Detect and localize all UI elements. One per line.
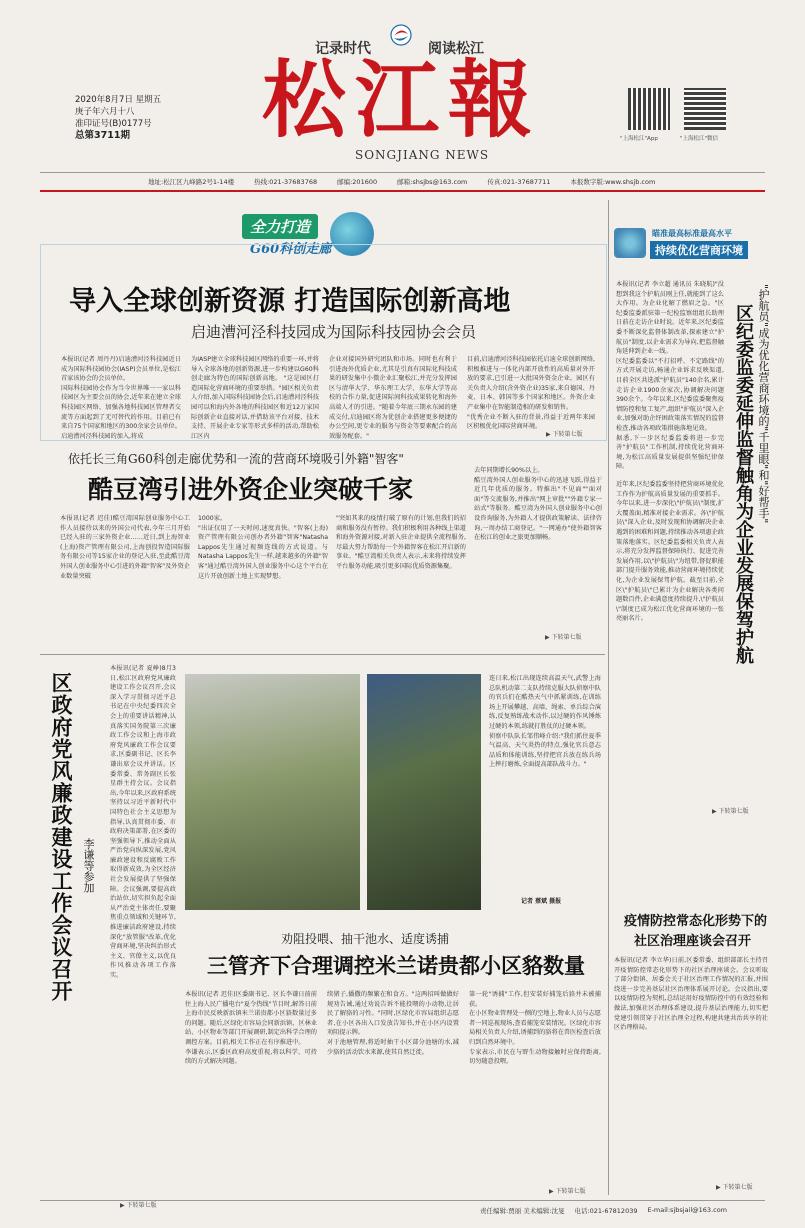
lead-col-2: 为IASP建立全球科技园区网络的重要一环,并将导入全球各地的创新资源,进一步构建以G60科创走廊为特色的国际创新高地。 "这是园区打造国际化营商环境的重要举措。"园区相关负责人介绍,加入国际科技园协会后,启迪漕河泾科技园可以和海内外各地的科技园区和近12万家国际创新企业直接对话,并借助该平台对接、技术支持、开展企业专家等形式多样的活动,帮助松江区内 [191, 356, 319, 440]
banner-env-line2: 持续优化营商环境 [650, 241, 748, 259]
anticorrupt-headline: 区政府党风廉政建设工作会议召开 [49, 672, 74, 1002]
supervisor-subhead: "护航员"成为优化营商环境的"千里眼"和"好帮手" [757, 284, 770, 524]
qr-wechat-label: "上海松江"微信 [680, 136, 719, 142]
canal-tail: ▶ 下转第七版 [549, 1188, 586, 1195]
qr-app-label: "上海松江"App [620, 136, 658, 142]
dna-icon [614, 228, 646, 258]
masthead [0, 0, 805, 186]
supervisor-text-top: 本报讯(记者 李立超 通讯员 朱晓航)"没想到我这个护航员刚上任,就能到了这么大作用。为企业化解了燃眉之急。"区纪委监委派驻第一纪检监察组组长助理日前在走访企业时说。近年来,区纪委监委不断深化监督体制改革,探索建立"护航员"制度,以企业需求为导向,把监督触角延伸到企业一线。 区纪委监委以"不打招呼、不定路线"的方式开展走访,畅通企业诉求反映渠道,目前全区共选派"护航员"140余名,累计走访企业1900余家次,协调解决问题390余个。今年以来,区纪委监委聚焦疫情防控和复工复产,组织"护航员"深入企业,加强对助企纾困政策落实情况的监督检查,推动各项政策措施落地见效。 据悉,下一步区纪委监委将进一步完善"护航员"工作机制,持续优化营商环境,为松江高质量发展提供坚强纪律保障。 [616, 281, 724, 471]
qr-wechat [684, 88, 726, 130]
canal-col-3: 第一轮"诱捕"工作,但安装好捕笼后貉并未被捕获。 在小区物业管理处一侧的空地上,物业人员与志愿者一同巡视现场,查看捕笼安装情况。区绿化市容局相关负责人介绍,诱捕到的貉将在兽医检查后放归到自然环境中。 专家表示,市民在与野生动物接触时应保持距离,切勿随意投喂。 [469, 991, 601, 1066]
banner-env [614, 226, 769, 262]
title-char: 報 [447, 50, 532, 149]
info-hotline: 热线:021-37683768 [254, 178, 318, 186]
column-divider [608, 200, 609, 1195]
info-email: 邮箱:shsjbs@163.com [397, 178, 468, 186]
photo-caption: 连日来,松江出现连续高温天气,武警上海总队机动第二支队持续克服大队侦察中队的官兵们在酷热天气中抓紧训练,在训练场上开展攀越、高墙、绳索、单兵综合演练,反复熟练战术动作,以过硬的作风锤炼过硬的本领,练就打胜仗的过硬本领。 侦察中队队长邹伟峰介绍:"我们抓住夏季气温高、天气炎热的特点,强化官兵意志品质和体能训练,坚持把官兵放在练兵场上摔打磨炼,全面提高部队战斗力。" [489, 675, 601, 769]
epidemic-text: 本报讯(记者 李立华)日前,区委常委、组织部部长主持召开疫情防控常态化形势下的社区治理座谈会。会议听取了部分街镇、居委会关于社区治理工作情况的汇报,并围绕进一步完善基层社区治理体系展开讨论。会议指出,要以疫情防控为契机,总结运用好疫情防控中的有效经验和做法,加强社区治理体系建设,提升基层治理能力,切实把党建引领贯穿于社区治理全过程,构建共建共治共享的社区治理格局。 [614, 957, 768, 1032]
canal-headline: 三管齐下合理调控米兰诺贵都小区貉数量 [207, 953, 585, 978]
epidemic-headline-2: 社区治理座谈会召开 [634, 934, 752, 949]
canal-article [185, 928, 605, 1198]
epidemic-headline-1: 疫情防控常态化形势下的 [624, 914, 768, 929]
epidemic-article [612, 906, 770, 1198]
lead-article [40, 244, 607, 441]
anticorrupt-byline: 李谦等参加 [82, 838, 95, 893]
photo-rope-climb [185, 674, 360, 910]
anticorrupt-tail: ▶ 下转第七版 [120, 1202, 157, 1209]
slogan-left: 记录时代 [315, 41, 371, 57]
anticorrupt-article [40, 660, 180, 1215]
anticorrupt-text: 本报讯(记者 夏峥)8月3日,松江区政府党风廉政建设工作会议召开,会议深入学习贯彻习近平总书记在中央纪委四次全会上的重要讲话精神,认真落实国务院第三次廉政工作会议和上海市政府党风廉政工作会议要求,区委副书记、区长李谦出席会议并讲话。区委常委、常务副区长张星群主持会议。会议指出,今年以来,区政府系统坚持以习近平新时代中国特色社会主义思想为指导,认真贯彻市委、市政府决策部署,在区委的坚强领导下,推动全面从严治党向纵深发展,党风廉政建设和反腐败工作取得新成效,为全区经济社会发展提供了坚强保障。会议强调,要提高政治站位,切实担负起全面从严治党主体责任,要聚焦重点领域和关键环节,推进廉洁政府建设,持续深化"放管服"改革,优化营商环境,坚决纠治形式主义、官僚主义,以优良作风推动各项工作落实。 [110, 665, 176, 979]
info-postcode: 邮编:201600 [337, 178, 378, 186]
canal-col-2: 续猪子,播撒的频繁在和食方。"这两招叫做做好规劝告诫,通过劝说告诉不能投喂的小动物,让居民了解貉的习性。"同时,区绿化市容局组织志愿者,在小区各出入口发放告知书,并在小区内设置劝阻提示牌。 对于池塘管理,将适时抽干小区部分池塘的水,减少貉的活动饮水来源,使其自然迁徙。 [327, 991, 459, 1056]
epidemic-tail: ▶ 下转第七版 [716, 1184, 753, 1191]
kuhu-headline: 酷豆湾引进外资企业突破千家 [88, 475, 414, 504]
qr-app [628, 88, 670, 130]
lead-subhead: 启迪漕河泾科技园成为国际科技园协会会员 [191, 323, 477, 341]
footer-email: E-mail:sjbsjail@163.com [647, 1206, 728, 1214]
masthead-title [262, 50, 532, 149]
section-divider [40, 654, 605, 655]
photo-credit: 记者 蔡斌 摄报 [521, 898, 562, 905]
title-char: 江 [354, 50, 439, 149]
date-line: 2020年8月7日 星期五 [75, 95, 162, 105]
photo-soldier [367, 674, 481, 910]
footer-phone: 电话:021-67812039 [574, 1207, 638, 1215]
issue-line: 总第3711期 [75, 130, 130, 141]
info-address: 地址:松江区九峰路2号1-14楼 [148, 178, 235, 186]
lead-headline: 导入全球创新资源 打造国际创新高地 [69, 286, 511, 317]
kuhu-col-4: 去年同期增长90%以上。 酷豆湾外国人创业服务中心的迅速飞跃,得益于近几年优质的服务。特推出"不见面""面对面"等交流服务,并推出"网上审批""外籍专家一站式"等服务。酷豆湾为外国人创业服务中心创设咨询服务,为外籍人才提供政策解读、法律咨询,一周办结工商登记。"一网通办"使外籍智客在松江的创业之旅更加顺畅。 [474, 467, 602, 542]
kuhu-article [40, 446, 605, 646]
canal-col-1: 本报讯(记者 迟佳)区委副书记、区长李谦日前前往上海人民广播电台"夏令热线"节目时,解答日前上海市民反映新浜镇米兰诺贵都小区貉数量过多的问题。随后,区绿化市容局会同新浜镇、区林业站、小区物业等部门开展调研,制定出科学合理的调控方案。目前,相关工作正在有序推进中。 李谦表示,区委区政府高度重视,将以科学、可持续的方式解决问题。 [185, 991, 317, 1066]
kuhu-tail: ▶ 下转第七版 [545, 634, 582, 641]
license-line: 准印证号(B)0177号 [75, 119, 152, 129]
supervisor-text-bottom: 近年来,区纪委监委坚持把营商环境优化工作作为护航高质量发展的重要抓手。今年以来,进一步深化\"护航员\"制度,扩大覆盖面,精准对接企业需求。各\"护航员\"深入企业,及时发现和协调解决企业遇到的困难和问题,持续推动各项惠企政策落地落实。区纪委监委相关负责人表示,将充分发挥监督保障执行、促进完善发展作用,以\"护航员\"为纽带,督促职能部门提升服务效能,推动营商环境持续优化,为企业发展保驾护航。截至目前,全区\"护航员\"已累计为企业解决各类问题数百件,企业满意度持续提升,\"护航员\"制度已成为松江优化营商环境的一张亮丽名片。 [616, 481, 724, 623]
supervisor-article [612, 274, 770, 814]
lead-col-1: 本报讯(记者 周丹丹)启迪漕河泾科技园近日成为国际科技园协会(IASP)会员单位,是松江首家该协会的会员单位。 国际科技园协会作为当今世界唯一一家以科技园区为主要会员的协会,近年来在建立全球科技园区网络、加强各地科技园区管理者交流等方面起到了无可替代的作用。目前已有来自75个国家和地区的300余家会员单位。启迪漕河泾科技园的加入,将成 [61, 356, 181, 440]
canal-kicker: 劝阻投喂、抽干池水、适度诱捕 [281, 932, 450, 946]
footer-rule [40, 1200, 765, 1201]
lead-tail: ▶ 下转第七版 [546, 431, 583, 438]
footer [480, 1206, 727, 1215]
info-fax: 传真:021-37687711 [487, 178, 551, 186]
slogan-right: 阅读松江 [428, 41, 484, 57]
supervisor-tail: ▶ 下转第七版 [712, 808, 749, 815]
date-block [75, 94, 161, 142]
lead-col-3: 企业对接国外研究团队和市场。同时也有利于引进海外优质企业,尤其是引真有国际化科技成果的研发集中小微企业汇聚松江,并充分发挥园区与清华大学、华东理工大学、东华大学等高校的合作力量,促进国际间科技成果转化和海外高端人才的引进。"随着今年底三期永东园的建成交付,启迪园区将为优创企业搭建更多便捷的办公空间,更专业的服务与资金等要素配合的高效服务配套。" [329, 356, 457, 440]
info-website: 本报数字版:www.shsjb.com [570, 178, 656, 186]
masthead-subtitle: SONGJIANG NEWS [355, 148, 490, 162]
photo-story [185, 664, 605, 920]
lead-col-4: 目前,启迪漕河泾科技园依托启迪全球创新网络,积极推进与一体化内部开放性的高质量对外开放的要求,已引进一大批国外资金企业。园区有关负责人介绍(含外资企业)35家,来自德国、丹麦、日本、韩国等多个国家和地区。外资企业产业集中在智能制造相的研发和销售。 "优秀企业不断入驻的背景,得益于近两年来园区积极优化国际营商环境。 [467, 356, 595, 431]
kuhu-col-2: 1000家。 "出证仅用了一天时间,速度真快。"智客(上海)资产管理有限公司创办者外籍"智客"Natasha Lappos先生通过视频连线的方式说道。与Natasha Lappos先生一样,越来越多的外籍"智客"通过酷豆湾外国人创业服务中心这个平台在这片开放创新土地上实现梦想。 [198, 515, 328, 580]
banner-env-line1: 瞄准最高标准最高水平 [652, 229, 732, 238]
supervisor-headline: 区纪委监委延伸监督触角为企业发展保驾护航 [733, 304, 754, 664]
masthead-rule [40, 190, 765, 192]
logo-swirl-icon [390, 24, 412, 46]
kuhu-col-1: 本报讯(记者 迟佳)酷豆湾国际创业服务中心工作人员接待以来的外国公司代表,今年三月开始已经入驻的三家外资企业……近日,到上海智业(上海)资产管理有限公司,上海创投智造国际服务有限公司等15家企业的登记入驻,至此酷豆湾外国人创业服务中心引进的外籍"智客"及外资企业数量突破 [60, 515, 190, 580]
banner-g60-line2: G60科创走廊 [250, 242, 332, 257]
lunar-line: 庚子年六月十八 [75, 107, 135, 117]
kuhu-kicker: 依托长三角G60科创走廊优势和一流的营商环境吸引外籍"智客" [68, 452, 404, 466]
footer-editor: 责任编辑:贾丽 美术编辑:沈旻 [480, 1207, 565, 1215]
kuhu-col-3: "突如其来的疫情打破了原有的计划,但我们的招商和服务没有暂停。我们积极利用各种线上渠道和海外资源对接,对新入驻企业提供全流程服务,尽最大努力帮助每一个外籍智客在松江开启新的事业。"酷豆湾相关负责人表示,未来将持续发挥平台服务功能,吸引更多国际优质资源集聚。 [336, 515, 466, 570]
banner-g60-line1: 全力打造 [242, 214, 318, 239]
title-char: 松 [262, 50, 347, 149]
info-rule-top [40, 172, 765, 173]
info-bar [148, 177, 768, 186]
